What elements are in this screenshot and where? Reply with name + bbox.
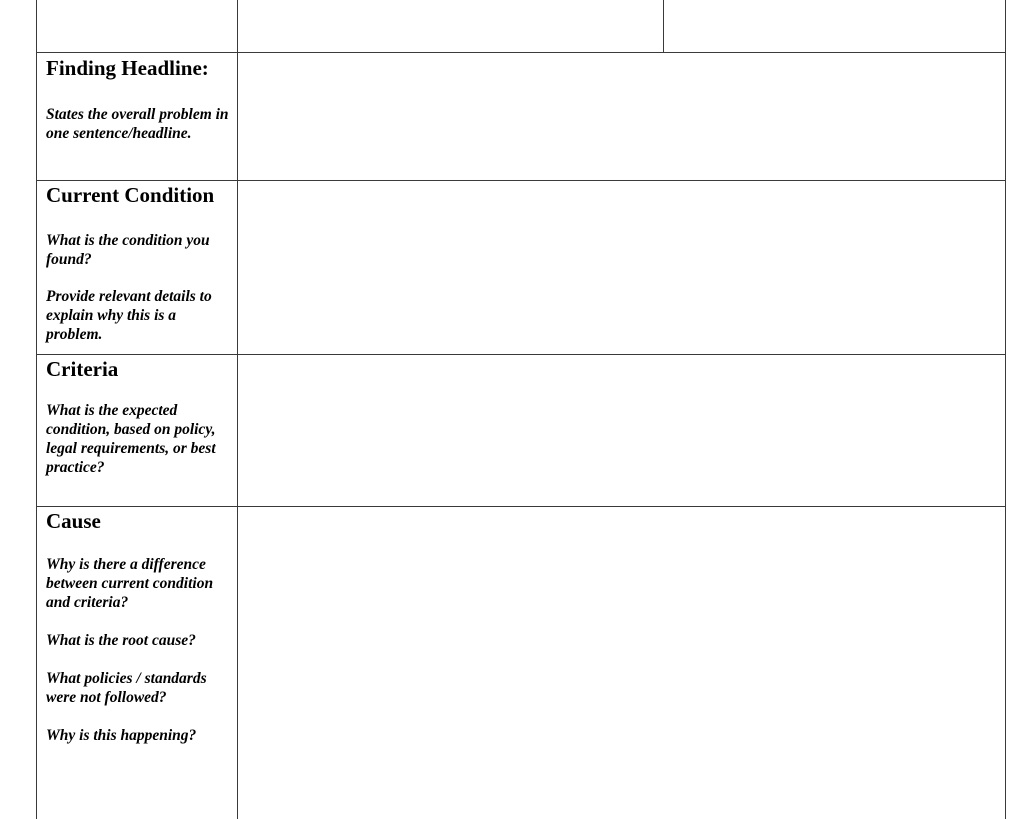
current-condition-label-cell: [46, 183, 234, 344]
finding-headline-heading: Finding Headline:: [46, 56, 209, 80]
cause-heading: Cause: [46, 509, 101, 533]
table-left-border: [36, 0, 37, 819]
current-condition-prompt-2: Provide relevant details to explain why this is a problem.: [46, 288, 212, 343]
top-row-cell-2[interactable]: [238, 0, 663, 52]
criteria-prompt: What is the expected condition, based on policy, legal requirements, or best practice?: [46, 402, 216, 476]
finding-headline-prompt: States the overall problem in one sentence/headline.: [46, 106, 229, 142]
top-row-cell-3[interactable]: [664, 0, 1005, 52]
finding-headline-input[interactable]: [239, 53, 1004, 180]
label-column-divider: [237, 0, 238, 819]
criteria-input[interactable]: [239, 355, 1004, 506]
table-right-border: [1005, 0, 1006, 819]
cause-input[interactable]: [239, 507, 1004, 819]
finding-headline-label-cell: [46, 56, 234, 143]
criteria-label-cell: [46, 357, 234, 477]
cause-prompt-1: Why is there a difference between current condition and criteria?: [46, 556, 214, 611]
current-condition-heading: Current Condition: [46, 183, 215, 207]
current-condition-prompt-1: What is the condition you found?: [46, 232, 210, 268]
cause-label-cell: [46, 509, 234, 745]
current-condition-input[interactable]: [239, 181, 1004, 354]
cause-prompt-2: What is the root cause?: [46, 632, 196, 649]
cause-prompt-4: Why is this happening?: [46, 727, 197, 744]
top-row-cell-1[interactable]: [37, 0, 237, 52]
cause-prompt-3: What policies / standards were not followed?: [46, 670, 207, 706]
criteria-heading: Criteria: [46, 357, 119, 381]
